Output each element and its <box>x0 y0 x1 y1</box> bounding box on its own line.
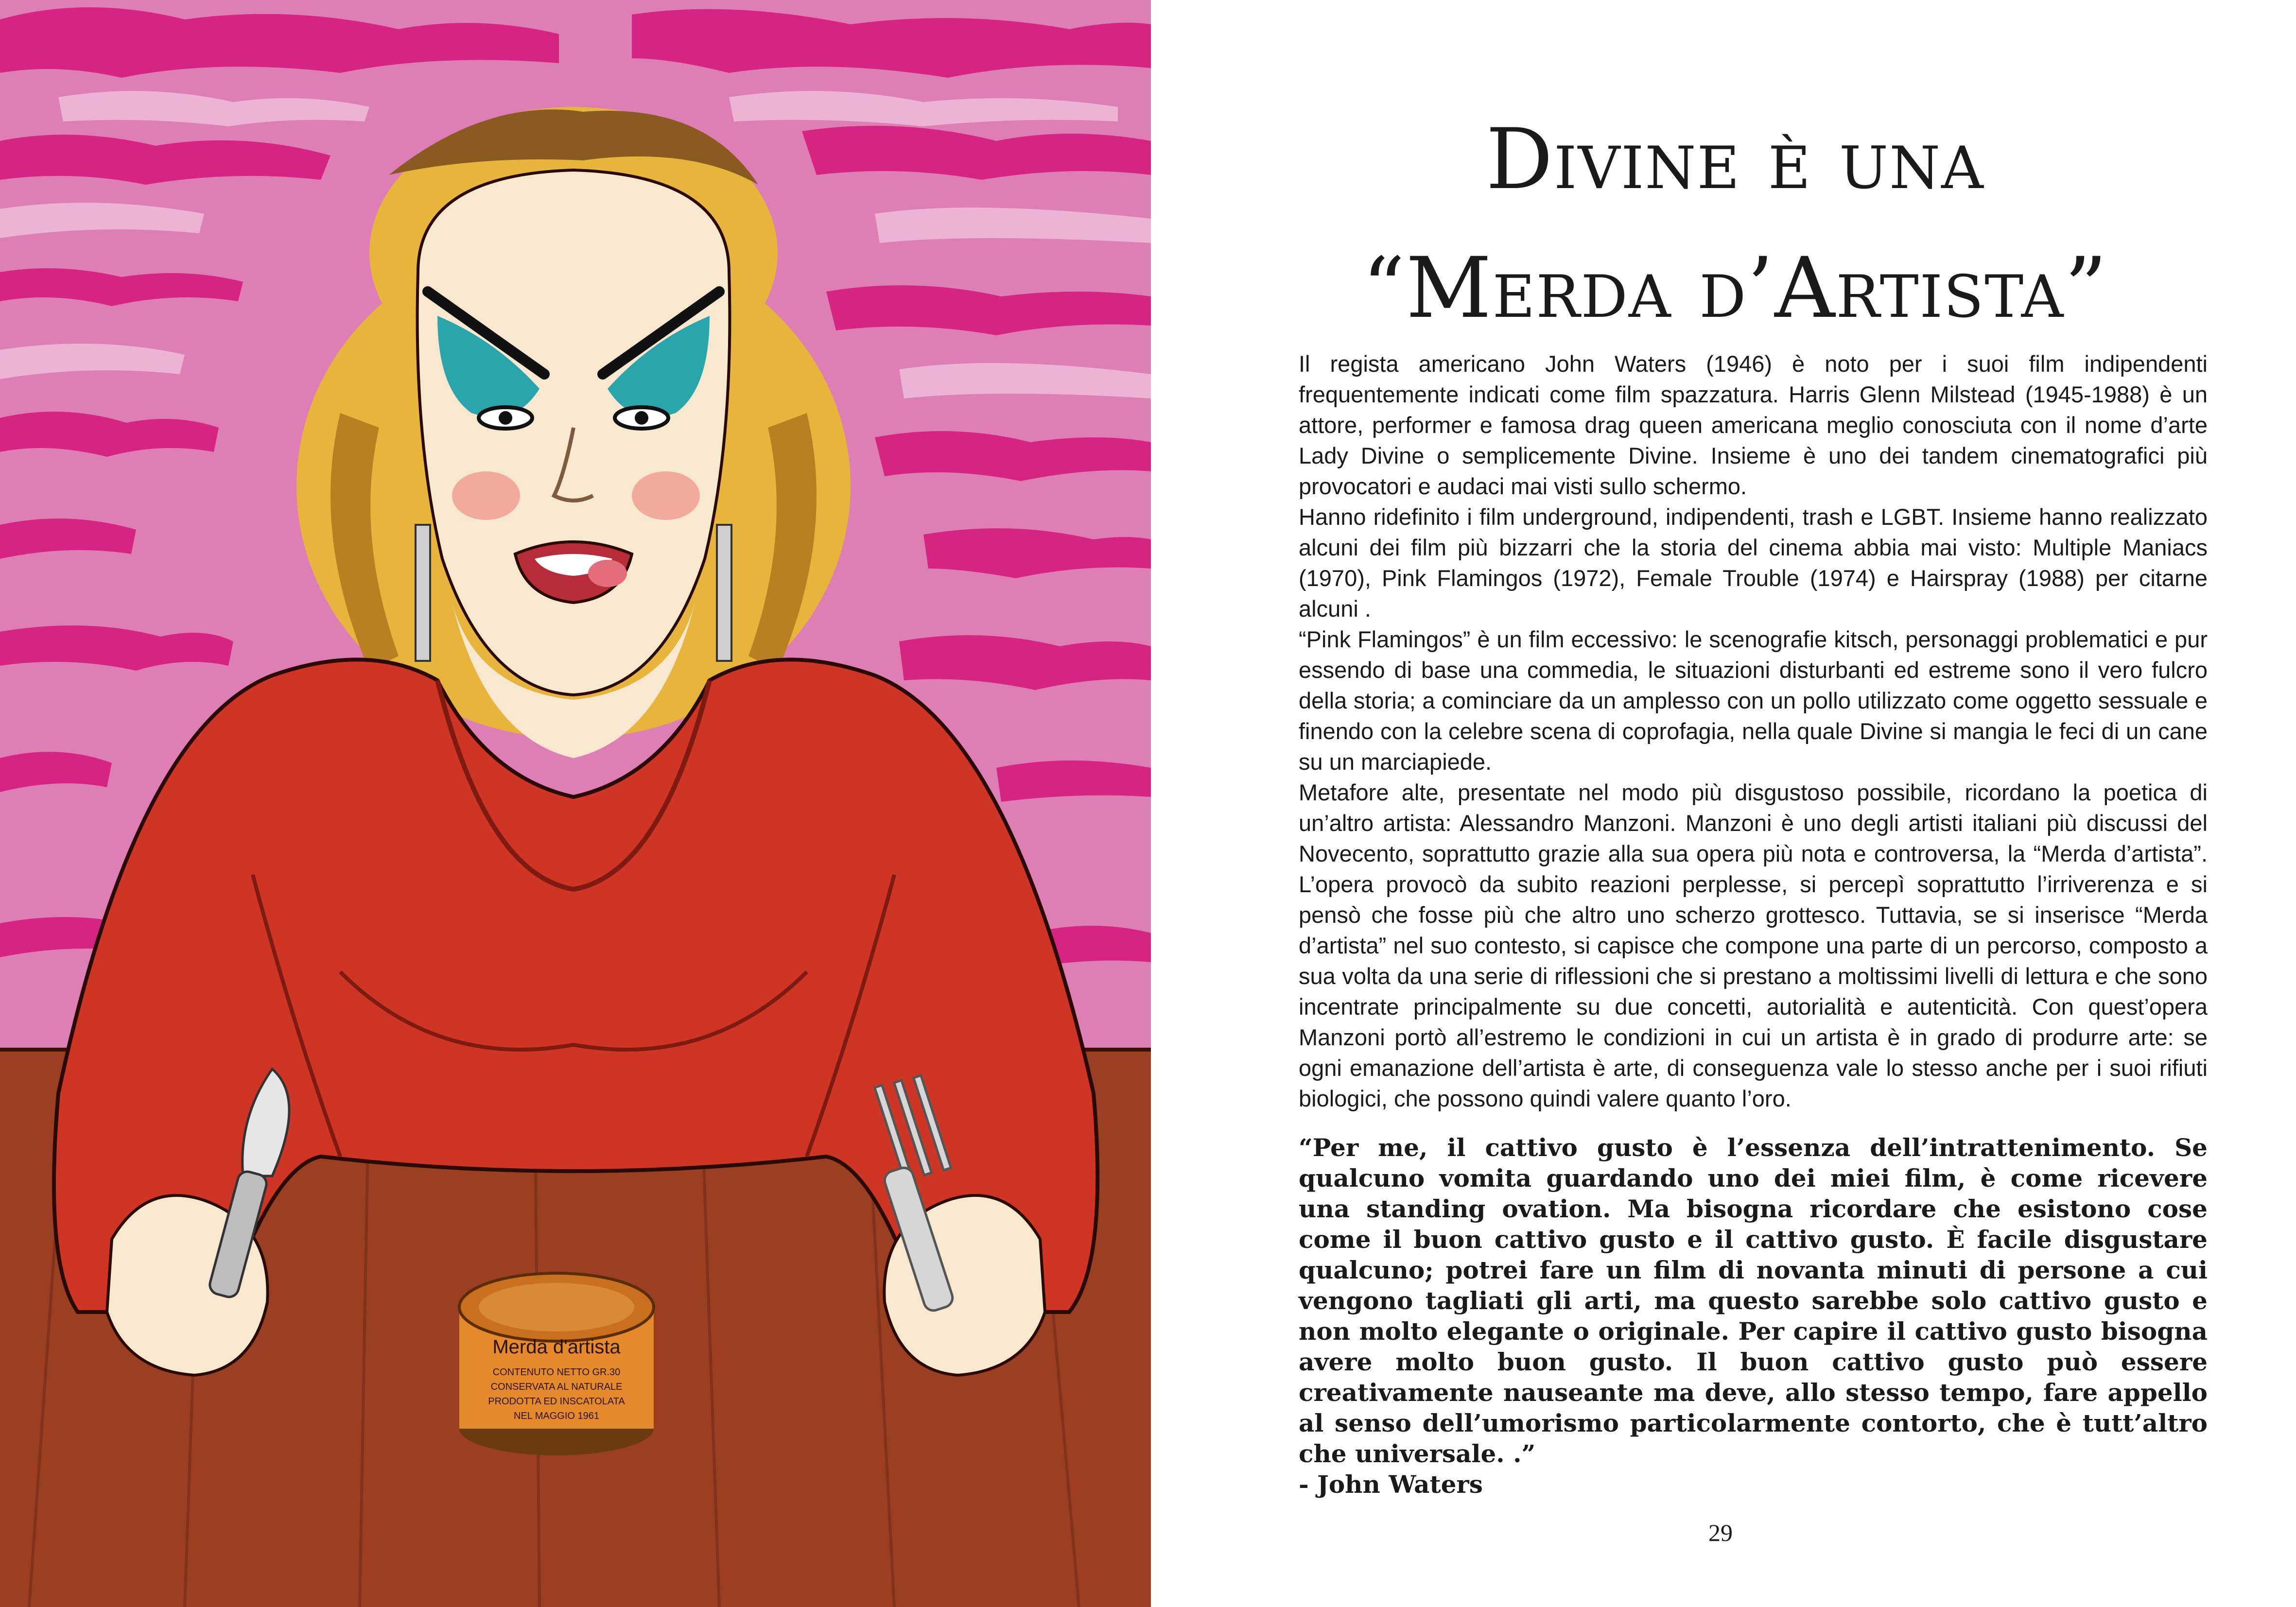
page-number: 29 <box>1708 1519 1733 1546</box>
can-line: CONSERVATA AL NATURALE <box>490 1382 623 1392</box>
paragraph: Metafore alte, presentate nel modo più disgustoso possibile, ricordano la poetica di un’altro artista: Alessandro Manzoni. Manzoni è uno degli artisti italiani più discussi del Novecento, soprattutto grazie alla sua opera più nota e controversa, la “Merda d’artista”. L’opera provocò da subito reazioni perplesse, si percepì soprattutto l’irriverenza e si pensò che fosse più che altro uno scherzo grottesco. Tuttavia, se si inserisce “Merda d’artista” nel suo contesto, si capisce che compone una parte di un percorso, composto a sua volta da una serie di riflessioni che si prestano a moltissimi livelli di lettura e che sono incentrate principalmente su due concetti, autorialità e autenticità. Con quest’opera Manzoni portò all’estremo le condizioni in cui un artista è in grado di produrre arte: se ogni emanazione dell’artista è arte, di conseguenza vale lo stesso anche per i suoi rifiuti biologici, che possono quindi valere quanto l’oro. <box>1299 779 2208 1111</box>
can-label: Merda d'artista <box>492 1336 621 1358</box>
paragraph: “Pink Flamingos” è un film eccessivo: le scenografie kitsch, personaggi problematici e pur essendo di base una commedia, le situazioni disturbanti ed estreme sono il vero fulcro della storia; a cominciare da un amplesso con un pollo utilizzato come oggetto sessuale e finendo con la celebre scena di coprofagia, nella quale Divine si mangia le feci di un cane su un marciapiede. <box>1299 626 2208 775</box>
title-line-1: Divine è una <box>1486 110 1984 208</box>
can-line: CONTENUTO NETTO GR.30 <box>492 1367 621 1378</box>
paragraph: Hanno ridefinito i film underground, indipendenti, trash e LGBT. Insieme hanno realizzato alcuni dei film più bizzarri che la storia del cinema abbia mai visto: Multiple Maniacs (1970), Pink Flamingos (1972), Female Trouble (1974) e Hairspray (1988) per citarne alcuni . <box>1299 504 2208 622</box>
right-earring <box>717 525 731 661</box>
can-line: NEL MAGGIO 1961 <box>514 1411 599 1421</box>
quote-attribution: - John Waters <box>1299 1470 1483 1499</box>
page-title <box>1273 95 2197 352</box>
can-line: PRODOTTA ED INSCATOLATA <box>488 1396 625 1407</box>
merda-d-artista-can <box>459 1273 654 1455</box>
left-earring <box>416 525 430 661</box>
title-line-2: “Merda d’Artista” <box>1362 239 2108 337</box>
article-body <box>1299 348 2208 1114</box>
john-waters-quote <box>1299 1132 2208 1500</box>
paragraph: Il regista americano John Waters (1946) è noto per i suoi film indipendenti frequentemente indicati come film spazzatura. Harris Glenn Milstead (1945-1988) è un attore, performer e famosa drag queen americana meglio conosciuta con il nome d’arte Lady Divine o semplicemente Divine. Insieme è uno dei tandem cinematografici più provocatori e audaci mai visti sullo schermo. <box>1299 351 2208 499</box>
quote-text: “Per me, il cattivo gusto è l’essenza dell’intrattenimento. Se qualcuno vomita guardando uno dei miei film, è come ricevere una standing ovation. Ma bisogna ricordare che esistono cose come il buon cattivo gusto e il cattivo gusto. È facile disgustare qualcuno; potrei fare un film di novanta minuti di persone a cui vengono tagliati gli arti, ma questo sarebbe solo cattivo gusto e non molto elegante o originale. Per capire il cattivo gusto bisogna avere molto buon gusto. Il buon cattivo gusto può essere creativamente nauseante ma deve, allo stesso tempo, fare appello al senso dell’umorismo particolarmente contorto, che è tutt’altro che universale. .” <box>1299 1133 2208 1468</box>
